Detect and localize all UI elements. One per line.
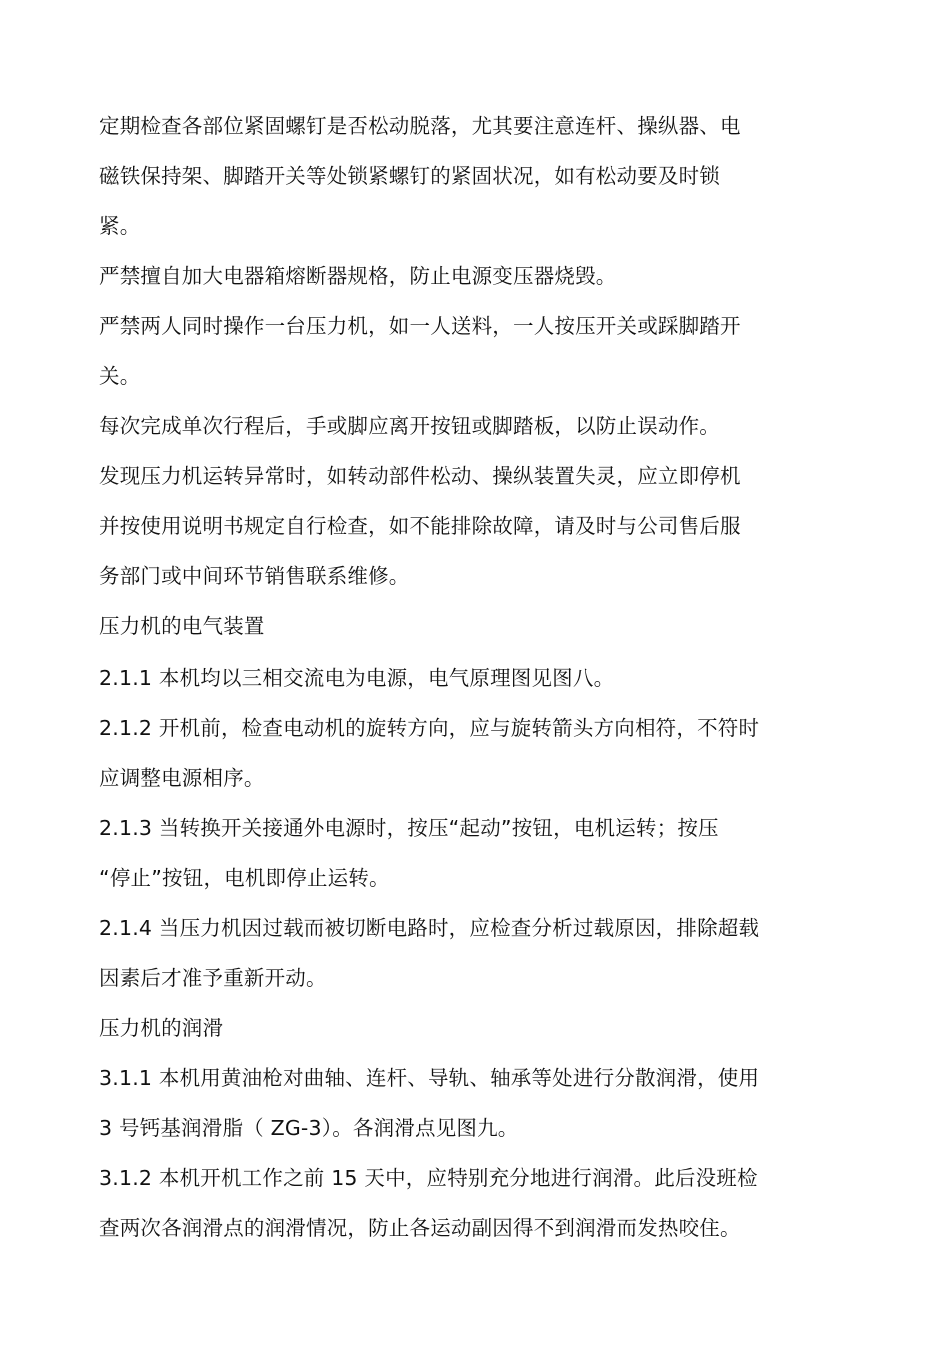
text-line: 发现压力机运转异常时，如转动部件松动、操纵装置失灵，应立即停机 xyxy=(99,464,741,488)
text-line: 定期检查各部位紧固螺钉是否松动脱落，尤其要注意连杆、操纵器、电 xyxy=(99,114,741,138)
text-line: 每次完成单次行程后，手或脚应离开按钮或脚踏板，以防止误动作。 xyxy=(99,414,720,438)
text-line: 磁铁保持架、脚踏开关等处锁紧螺钉的紧固状况，如有松动要及时锁 xyxy=(99,164,720,188)
section-heading: 压力机的电气装置 xyxy=(99,614,265,638)
text-line: 3.1.2 本机开机工作之前 15 天中，应特别充分地进行润滑。此后没班检 xyxy=(99,1166,758,1190)
section-heading: 压力机的润滑 xyxy=(99,1016,224,1040)
text-line: 应调整电源相序。 xyxy=(99,766,265,790)
text-line: 严禁两人同时操作一台压力机，如一人送料，一人按压开关或踩脚踏开 xyxy=(99,314,741,338)
text-line: 2.1.4 当压力机因过载而被切断电路时，应检查分析过载原因，排除超载 xyxy=(99,916,760,940)
text-line: 2.1.3 当转换开关接通外电源时，按压“起动”按钮，电机运转；按压 xyxy=(99,816,719,840)
text-line: 2.1.1 本机均以三相交流电为电源，电气原理图见图八。 xyxy=(99,666,615,690)
text-line: 关。 xyxy=(99,364,141,388)
text-line: 查两次各润滑点的润滑情况，防止各运动副因得不到润滑而发热咬住。 xyxy=(99,1216,741,1240)
text-line: 紧。 xyxy=(99,214,141,238)
text-line: 2.1.2 开机前，检查电动机的旋转方向，应与旋转箭头方向相符，不符时 xyxy=(99,716,760,740)
text-line: 务部门或中间环节销售联系维修。 xyxy=(99,564,410,588)
text-line: “停止”按钮，电机即停止运转。 xyxy=(99,866,390,890)
text-line: 3 号钙基润滑脂（ ZG-3）。各润滑点见图九。 xyxy=(99,1116,519,1140)
text-line: 3.1.1 本机用黄油枪对曲轴、连杆、导轨、轴承等处进行分散润滑，使用 xyxy=(99,1066,760,1090)
text-line: 因素后才准予重新开动。 xyxy=(99,966,327,990)
text-line: 严禁擅自加大电器箱熔断器规格，防止电源变压器烧毁。 xyxy=(99,264,617,288)
text-line: 并按使用说明书规定自行检查，如不能排除故障，请及时与公司售后服 xyxy=(99,514,741,538)
